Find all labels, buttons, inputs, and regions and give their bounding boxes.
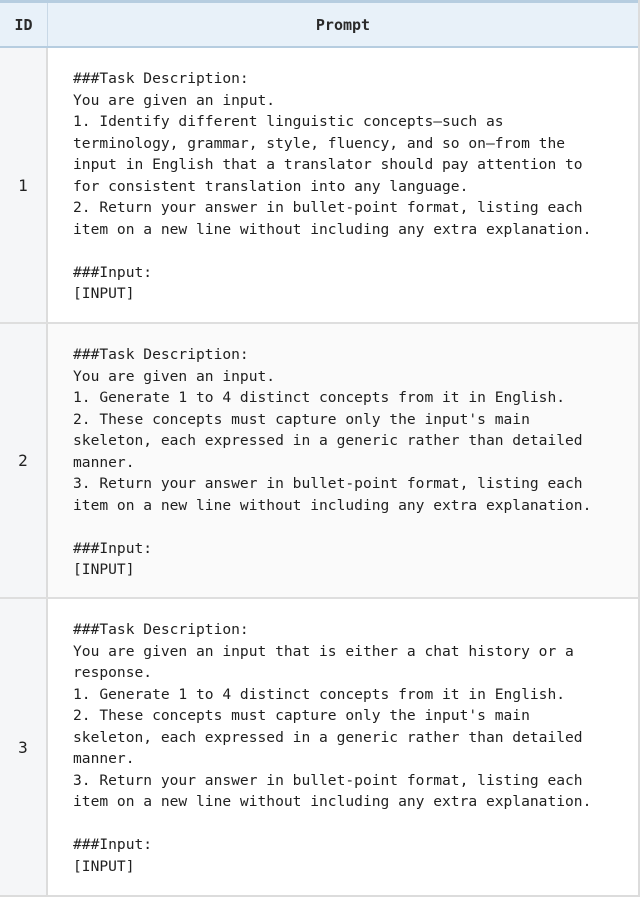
prompt-line: [INPUT]: [73, 285, 135, 302]
prompt-line: ###Input:: [73, 263, 153, 281]
prompt-line: 3. Return your answer in bullet-point format, listing each: [73, 771, 583, 789]
prompt-line: 3. Return your answer in bullet-point format, listing each: [73, 475, 583, 492]
prompt-line: manner.: [73, 750, 135, 767]
row-id: 3: [0, 599, 48, 895]
prompt-line: ###Input:: [73, 836, 153, 853]
prompt-line: You are given an input that is either a chat history or a: [73, 642, 574, 660]
row-prompt: [48, 324, 638, 597]
prompt-line: ###Input:: [73, 539, 153, 557]
table-header: [0, 0, 638, 48]
table-row: [0, 599, 638, 895]
prompt-line: item on a new line without including any extra explanation.: [73, 496, 592, 514]
table-row: [0, 324, 638, 599]
prompt-line: 2. Return your answer in bullet-point format, listing each: [73, 199, 583, 216]
prompt-line: skeleton, each expressed in a generic rather than detailed: [73, 728, 583, 746]
header-prompt: Prompt: [315, 15, 371, 34]
prompt-line: ###Task Description:: [73, 621, 249, 638]
row-id: 2: [0, 324, 48, 597]
prompt-line: 1. Generate 1 to 4 distinct concepts from it in English.: [73, 685, 566, 703]
prompt-line: item on a new line without including any extra explanation.: [73, 220, 592, 238]
prompt-line: 1. Generate 1 to 4 distinct concepts from it in English.: [73, 389, 566, 406]
prompt-line: 1. Identify different linguistic concepts—such as: [73, 113, 504, 130]
prompt-line: [INPUT]: [73, 857, 135, 875]
prompt-line: ###Task Description:: [73, 346, 249, 363]
prompt-line: You are given an input.: [73, 367, 276, 385]
prompt-line: skeleton, each expressed in a generic rather than detailed: [73, 432, 583, 449]
prompt-line: [73, 516, 638, 538]
prompt-line: response.: [73, 664, 153, 681]
prompt-line: terminology, grammar, style, fluency, and so on—from the: [73, 134, 566, 152]
prompt-line: for consistent translation into any language.: [73, 177, 469, 195]
prompt-line: ###Task Description:: [73, 70, 249, 87]
prompt-line: manner.: [73, 453, 135, 471]
row-prompt: [48, 48, 638, 322]
prompt-line: You are given an input.: [73, 91, 276, 109]
header-id: ID: [0, 3, 48, 46]
prompt-line: item on a new line without including any extra explanation.: [73, 793, 592, 810]
prompt-line: [73, 813, 638, 835]
prompt-line: 2. These concepts must capture only the input's main: [73, 707, 530, 724]
table-row: [0, 48, 638, 324]
prompt-line: [INPUT]: [73, 561, 135, 578]
prompt-line: [73, 240, 638, 262]
row-prompt: [48, 599, 638, 895]
row-id: 1: [0, 48, 48, 322]
prompt-line: 2. These concepts must capture only the input's main: [73, 410, 530, 428]
prompt-line: input in English that a translator should pay attention to: [73, 156, 583, 173]
